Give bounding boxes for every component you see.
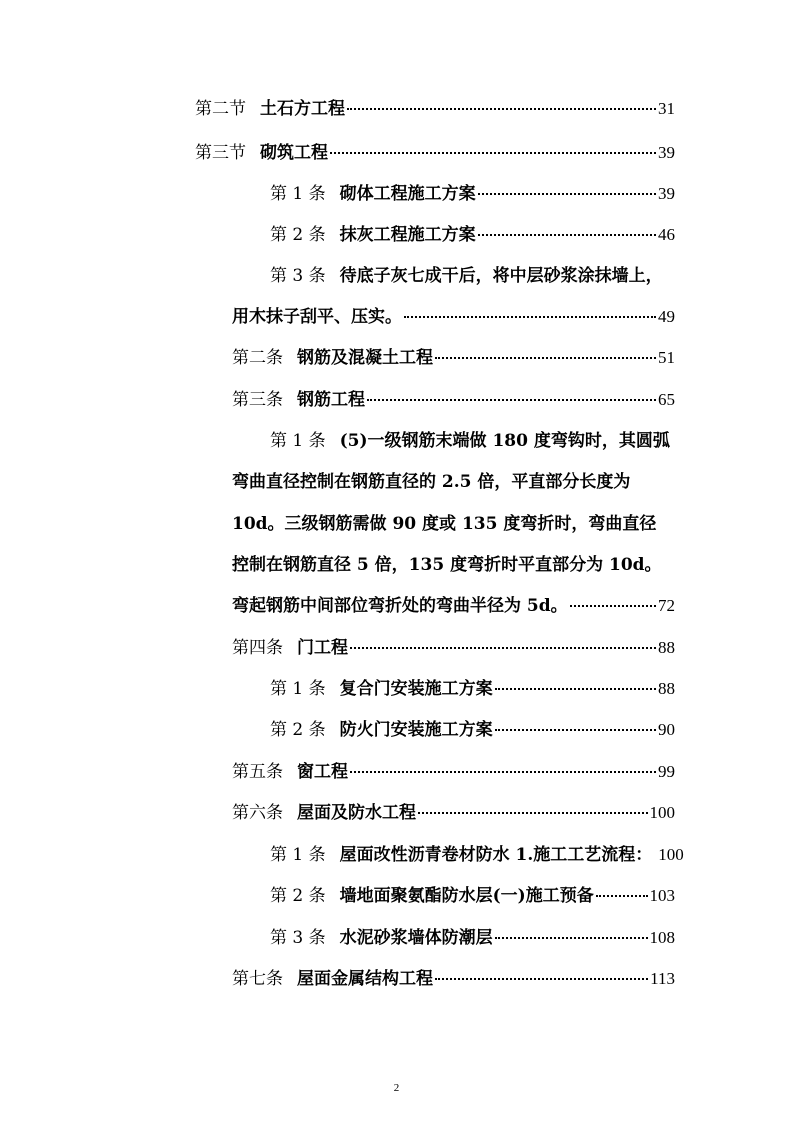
toc-label: 第五条 [232, 762, 283, 782]
toc-label: 第三节 [195, 143, 246, 163]
toc-entry-art3-1-line4 [232, 550, 662, 580]
toc-title-part: 控制在钢筋直径 5 倍，135 度弯折时平直部分为 10d。 [232, 555, 662, 575]
toc-title: 抹灰工程施工方案 [339, 225, 476, 245]
toc-page-number: 39 [658, 143, 675, 162]
toc-entry-sec3-2[interactable] [270, 220, 675, 250]
toc-title: 防火门安装施工方案 [339, 720, 493, 740]
toc-page-number: 113 [650, 969, 675, 988]
toc-entry-art3-1-line3 [232, 509, 656, 539]
dot-leader [404, 314, 656, 318]
toc-page-number: 51 [658, 348, 675, 367]
toc-page-number: 100 [658, 845, 684, 864]
toc-label: 第二条 [232, 348, 283, 368]
dot-leader [570, 603, 656, 607]
toc-page-number: 31 [658, 99, 675, 118]
toc-title: 复合门安装施工方案 [339, 679, 493, 699]
toc-label: 第 1 条 [270, 431, 326, 451]
toc-page-number: 108 [649, 928, 675, 947]
toc-page-number: 100 [649, 803, 675, 822]
dot-leader [435, 355, 656, 359]
toc-label: 第 1 条 [270, 184, 326, 204]
toc-page-number: 39 [658, 184, 675, 203]
toc-page-number: 88 [658, 679, 675, 698]
toc-title: 屋面金属结构工程 [297, 969, 433, 989]
page-number: 2 [393, 1082, 400, 1094]
toc-entry-sec3[interactable] [195, 138, 675, 168]
toc-entry-art4-1[interactable] [270, 674, 675, 704]
toc-label: 第 3 条 [270, 266, 326, 286]
dot-leader [367, 397, 656, 401]
toc-entry-sec3-3-line2[interactable] [232, 302, 675, 332]
dot-leader [330, 150, 656, 154]
toc-title: 土石方工程 [260, 99, 345, 119]
toc-title: 墙地面聚氨酯防水层(一)施工预备 [339, 886, 594, 906]
toc-page-number: 99 [658, 762, 675, 781]
toc-entry-art7[interactable] [232, 964, 675, 994]
toc-entry-sec2[interactable] [195, 94, 675, 124]
toc-entry-art6[interactable] [232, 798, 675, 828]
toc-entry-art3-1-line5[interactable] [232, 591, 675, 621]
toc-title: 钢筋及混凝土工程 [297, 348, 433, 368]
toc-entry-art3[interactable] [232, 385, 675, 415]
toc-title: 屋面改性沥青卷材防水 1.施工工艺流程： [339, 845, 653, 865]
toc-page-number: 46 [658, 225, 675, 244]
toc-title-part: (5)一级钢筋末端做 180 度弯钩时，其圆弧 [339, 431, 670, 451]
toc-entry-art6-3[interactable] [270, 923, 675, 953]
toc-page-number: 90 [658, 720, 675, 739]
toc-entry-art3-1-line1[interactable] [270, 426, 670, 456]
toc-title-part: 弯曲直径控制在钢筋直径的 2.5 倍，平直部分长度为 [232, 472, 631, 492]
toc-entry-art6-1[interactable] [270, 840, 700, 870]
dot-leader [347, 106, 656, 110]
dot-leader [418, 810, 648, 814]
dot-leader [478, 191, 656, 195]
toc-entry-art2[interactable] [232, 343, 675, 373]
toc-title-part: 10d。三级钢筋需做 90 度或 135 度弯折时，弯曲直径 [232, 514, 657, 534]
dot-leader [495, 727, 656, 731]
toc-title: 用木抹子刮平、压实。 [232, 307, 402, 327]
toc-label: 第 2 条 [270, 720, 326, 740]
toc-entry-sec3-1[interactable] [270, 179, 675, 209]
toc-label: 第二节 [195, 99, 246, 119]
dot-leader [478, 232, 656, 236]
dot-leader [495, 686, 656, 690]
toc-title: 砌体工程施工方案 [339, 184, 476, 204]
toc-page-number: 49 [658, 307, 675, 326]
toc-entry-art3-1-line2 [232, 467, 630, 497]
toc-page-number: 88 [658, 638, 675, 657]
toc-title: 屋面及防水工程 [297, 803, 416, 823]
toc-label: 第 1 条 [270, 679, 326, 699]
toc-label: 第六条 [232, 803, 283, 823]
toc-title: 门工程 [297, 638, 348, 658]
toc-page-number: 72 [658, 596, 675, 615]
toc-label: 第七条 [232, 969, 283, 989]
toc-title: 待底子灰七成干后，将中层砂浆涂抹墙上， [339, 266, 663, 286]
toc-page-number: 65 [658, 390, 675, 409]
toc-entry-sec3-3-line1[interactable] [270, 261, 663, 291]
toc-entry-art6-2[interactable] [270, 881, 675, 911]
toc-label: 第三条 [232, 390, 283, 410]
toc-title: 砌筑工程 [260, 143, 328, 163]
dot-leader [596, 893, 648, 897]
toc-entry-art4[interactable] [232, 633, 675, 663]
toc-page-number: 103 [649, 886, 675, 905]
dot-leader [350, 645, 656, 649]
toc-label: 第 3 条 [270, 928, 326, 948]
toc-label: 第 1 条 [270, 845, 326, 865]
dot-leader [495, 935, 648, 939]
toc-title: 水泥砂浆墙体防潮层 [339, 928, 493, 948]
toc-title: 窗工程 [297, 762, 348, 782]
toc-label: 第 2 条 [270, 225, 326, 245]
dot-leader [435, 976, 648, 980]
toc-entry-art5[interactable] [232, 757, 675, 787]
toc-label: 第 2 条 [270, 886, 326, 906]
dot-leader [350, 769, 656, 773]
toc-entry-art4-2[interactable] [270, 715, 675, 745]
toc-title-part: 弯起钢筋中间部位弯折处的弯曲半径为 5d。 [232, 596, 568, 616]
toc-title: 钢筋工程 [297, 390, 365, 410]
toc-label: 第四条 [232, 638, 283, 658]
